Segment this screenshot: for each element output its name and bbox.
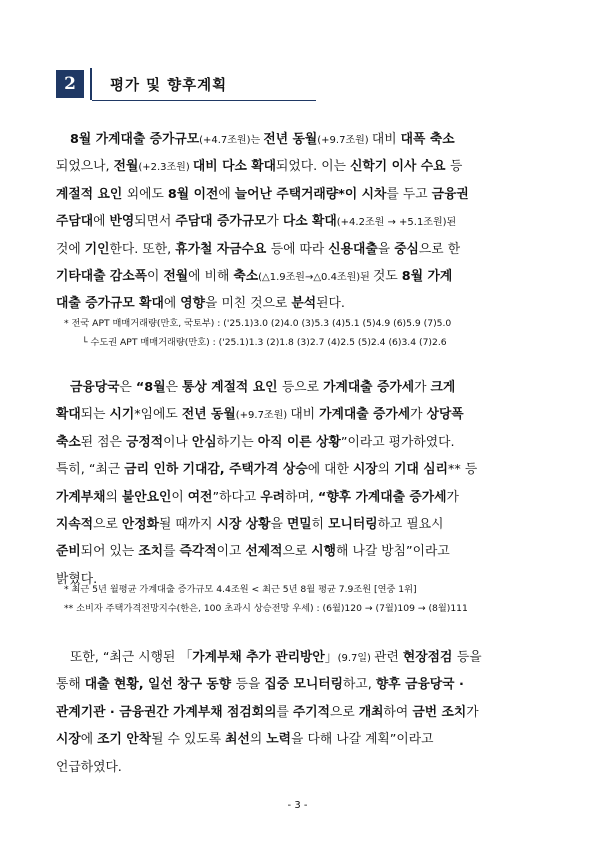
text-run: 으로	[93, 516, 122, 532]
text-run: 에	[80, 732, 98, 748]
text-run: 가계부채	[173, 704, 228, 720]
text-run: 되었으나,	[56, 159, 114, 175]
text-run: 금리	[124, 462, 154, 478]
text-run: 기인	[84, 241, 110, 257]
text-run: 통상	[182, 380, 212, 395]
text-run: 에	[218, 186, 235, 202]
text-run: “8월	[135, 380, 166, 395]
text-run: 금융당국 ·	[405, 677, 464, 693]
text-run: 의	[105, 489, 122, 505]
p1-line	[56, 236, 540, 263]
text-run: 8월	[167, 186, 194, 202]
text-run: 때까지	[175, 516, 217, 532]
text-run: 을	[377, 241, 395, 257]
text-run: 주기적	[292, 704, 331, 720]
text-run: 것에	[56, 241, 85, 257]
text-run: 를	[276, 704, 293, 720]
p2-line	[56, 401, 540, 428]
text-run: “향후	[317, 489, 356, 505]
page-number: - 3 -	[287, 800, 308, 811]
text-run: 외에도	[126, 186, 168, 202]
text-run: 확대	[56, 407, 81, 423]
text-run: 다해	[307, 732, 337, 748]
text-run: 관리방안	[275, 650, 325, 665]
text-run: 등에	[270, 241, 300, 257]
text-run: 를	[163, 544, 180, 560]
text-run: (+4.7조원)는	[199, 135, 264, 146]
text-run: 가계대출	[319, 407, 374, 423]
text-run: 다소	[222, 159, 252, 175]
text-run: 또한,	[70, 650, 103, 665]
text-run: ”하다고	[212, 489, 261, 505]
text-run: 집중	[264, 677, 294, 693]
text-run: 증가규모	[149, 132, 200, 147]
text-run: 시기	[109, 407, 135, 423]
text-run: 것으로	[250, 296, 292, 312]
text-run: 시행된	[138, 650, 180, 665]
text-run: 의	[377, 462, 395, 478]
text-run: 하여	[383, 704, 413, 720]
text-run: 에	[163, 296, 181, 312]
text-run: 한다.	[109, 241, 143, 257]
text-run: 수	[167, 732, 184, 748]
text-run: (+9.7조원)	[235, 410, 291, 422]
text-run: 대출	[56, 296, 86, 312]
footnote-1-line-1: * 전국 APT 매매거래량(만호, 국토부) : ('25.1)3.0 (2)4.0 (3)5.3 (4)5.1 (5)4.9 (6)5.9 (7)5.0	[64, 318, 452, 329]
text-run: 있는	[109, 544, 139, 560]
text-run: 안심	[191, 434, 217, 450]
text-run: 상승	[282, 462, 308, 478]
text-run: 안정화	[121, 516, 159, 532]
text-run: 모니터링	[328, 516, 378, 532]
text-run: 또한,	[142, 241, 176, 257]
text-run: 증가세	[377, 380, 415, 395]
text-run: (+4.2조원 → +5.1조원)된	[336, 217, 457, 229]
text-run: 하며,	[285, 489, 318, 505]
text-run: 계획”이라고	[365, 732, 434, 748]
p3-line	[56, 671, 540, 698]
text-run: 을	[205, 296, 222, 312]
text-run: 신용대출	[328, 241, 378, 257]
text-run: 밝혔다.	[56, 571, 98, 587]
text-run: 」	[324, 650, 338, 665]
text-run: 으로	[282, 544, 312, 560]
text-run: 조기	[97, 732, 127, 748]
footnote-1	[64, 314, 451, 352]
text-run: 가	[414, 380, 431, 395]
text-run: 동향	[206, 677, 236, 693]
text-run: 「	[179, 650, 193, 665]
text-run: 가계대출	[355, 489, 410, 505]
text-run: 이고	[216, 544, 246, 560]
text-run: 등으로	[281, 380, 324, 395]
text-run: 가	[266, 214, 283, 230]
text-run: 은	[165, 380, 183, 395]
text-run: 따라	[299, 241, 329, 257]
text-run: 상황	[245, 516, 271, 532]
text-run: 등	[449, 159, 463, 175]
footnote-1-line-2: └ 수도권 APT 매매거래량(만호) : ('25.1)1.3 (2)1.8 (3)2.7 (4)2.5 (5)2.4 (6)3.4 (7)2.6	[82, 337, 447, 348]
text-run: 조치	[138, 544, 164, 560]
text-run: 될	[151, 732, 168, 748]
text-run: 동월	[211, 407, 236, 423]
text-run: 축소	[56, 434, 81, 450]
text-run: 가계부채	[56, 489, 106, 505]
text-run: 상황	[316, 434, 341, 450]
text-run: 늘어난	[234, 186, 277, 202]
text-run: 시장	[352, 462, 378, 478]
text-run: 크게	[430, 380, 456, 395]
text-run: 나갈	[352, 544, 382, 560]
text-run: 이전	[193, 186, 219, 202]
text-run: 계절적	[211, 380, 253, 395]
text-run: 휴가철	[175, 241, 217, 257]
text-run: 가계부채	[192, 650, 247, 665]
text-run: 관련	[374, 650, 403, 665]
text-run: 대한	[324, 462, 353, 478]
text-run: 히	[311, 516, 329, 532]
text-run: 으로	[418, 241, 448, 257]
text-run: 되었다.	[276, 159, 322, 175]
text-run: 이	[147, 268, 164, 284]
text-run: 반영	[109, 214, 135, 230]
p2-line	[56, 456, 540, 483]
text-run: 시차	[361, 186, 387, 202]
text-run: 방침”이라고	[381, 544, 450, 560]
text-run: 증가세	[409, 489, 447, 505]
text-run: 감소폭	[109, 268, 147, 284]
text-run: 한	[447, 241, 461, 257]
p2-line	[56, 538, 540, 565]
text-run: 8월	[70, 132, 96, 147]
paragraph-3	[56, 644, 540, 781]
text-run: 전년	[263, 132, 293, 147]
text-run: 시장	[216, 516, 246, 532]
text-run: 에	[307, 462, 325, 478]
text-run: 가계	[427, 268, 453, 284]
text-run: 금번	[412, 704, 442, 720]
text-run: 주담대	[175, 214, 217, 230]
text-run: 증가규모	[216, 214, 267, 230]
p1-line	[56, 126, 540, 153]
text-run: 요인	[97, 186, 127, 202]
text-run: 전월	[113, 159, 139, 175]
text-run: 면밀	[286, 516, 312, 532]
text-run: 이른	[286, 434, 317, 450]
text-run: 지속적	[56, 516, 94, 532]
text-run: 영향	[180, 296, 205, 312]
paragraph-1	[56, 126, 540, 318]
text-run: 를	[386, 186, 403, 202]
text-run: 주택가격	[229, 462, 283, 478]
header-divider	[90, 68, 92, 100]
text-run: 일선	[148, 677, 178, 693]
text-run: 하기는	[216, 434, 258, 450]
text-run: (+2.3조원)	[138, 162, 193, 174]
text-run: 것도	[373, 268, 402, 284]
text-run: 안착	[126, 732, 152, 748]
text-run: 시장	[56, 732, 81, 748]
text-run: 이나	[163, 434, 192, 450]
text-run: 필요시	[406, 516, 444, 532]
p2-line	[56, 484, 540, 511]
text-run: *이	[338, 186, 362, 202]
p3-line	[56, 754, 540, 781]
text-run: 수요	[420, 159, 450, 175]
footnote-2	[64, 580, 468, 618]
section-header	[56, 68, 540, 104]
text-run: 계절적	[56, 186, 98, 202]
text-run: 가	[410, 407, 427, 423]
text-run: 확대	[139, 296, 164, 312]
text-run: 전월	[163, 268, 189, 284]
text-run: 확대	[251, 159, 277, 175]
text-run: 대출	[84, 677, 114, 693]
footnote-2-line-1: * 최근 5년 월평균 가계대출 증가규모 4.4조원 < 최근 5년 8월 평균 7.9조원 [연중 1위]	[64, 584, 417, 595]
text-run: 을	[291, 732, 308, 748]
text-run: 평가하였다.	[388, 434, 455, 450]
text-run: 가	[446, 489, 459, 505]
text-run: 준비	[56, 544, 81, 560]
text-run: 등을	[456, 650, 482, 665]
text-run: 현장점검	[402, 650, 457, 665]
text-run: 점은	[97, 434, 126, 450]
text-run: “최근	[88, 462, 125, 478]
p1-line	[56, 181, 540, 208]
text-run: 이는	[321, 159, 351, 175]
text-run: 될	[158, 516, 176, 532]
text-run: 조치	[441, 704, 467, 720]
text-run: 우려	[260, 489, 286, 505]
text-run: “최근	[102, 650, 139, 665]
text-run: 여전	[187, 489, 213, 505]
text-run: 현황,	[113, 677, 149, 693]
p2-line	[56, 374, 540, 401]
section-number: 2	[56, 70, 84, 98]
text-run: 된	[80, 434, 98, 450]
text-run: 추가	[246, 650, 276, 665]
text-run: 되는	[80, 407, 110, 423]
text-run: 등	[464, 462, 478, 478]
text-run: 기타대출	[56, 268, 110, 284]
text-run: 축소	[429, 132, 455, 147]
text-run: 해	[336, 544, 353, 560]
text-run: 두고	[402, 186, 432, 202]
text-run: 대비	[290, 407, 320, 423]
text-run: 대폭	[400, 132, 430, 147]
p2-line	[56, 511, 540, 538]
text-run: 자금수요	[216, 241, 271, 257]
text-run: 주택거래량	[276, 186, 339, 202]
text-run: 하고	[377, 516, 407, 532]
text-run: 심리	[423, 462, 449, 478]
text-run: 비해	[204, 268, 234, 284]
p2-line	[56, 429, 540, 456]
text-run: 이	[171, 489, 188, 505]
text-run: 모니터링	[293, 677, 344, 693]
footnote-2-line-2: ** 소비자 주택가격전망지수(한은, 100 초과시 상승전망 우세) : (6월)120 → (7월)109 → (8월)111	[64, 603, 468, 614]
text-run: 동월	[292, 132, 318, 147]
text-run: 개최	[358, 704, 384, 720]
text-run: **	[448, 462, 465, 478]
text-run: 가계대출	[323, 380, 377, 395]
p3-line	[56, 726, 540, 753]
text-run: 최선	[225, 732, 250, 748]
text-run: 금융권	[431, 186, 469, 202]
text-run: 언급하였다.	[56, 759, 122, 775]
text-run: (+9.7조원)	[317, 135, 372, 146]
text-run: 은	[119, 380, 136, 395]
text-run: 아직	[257, 434, 287, 450]
text-run: 확대	[312, 214, 337, 230]
text-run: 선제적	[245, 544, 283, 560]
text-run: 되어	[80, 544, 110, 560]
text-run: 나갈	[336, 732, 366, 748]
p1-line	[56, 208, 540, 235]
text-run: 상당폭	[426, 407, 464, 423]
text-run: 시행	[311, 544, 337, 560]
text-run: 있도록	[183, 732, 226, 748]
text-run: 에	[93, 214, 110, 230]
text-run: 가계대출	[95, 132, 150, 147]
text-run: 요인	[252, 380, 282, 395]
text-run: 미친	[221, 296, 251, 312]
text-run: 축소	[233, 268, 259, 284]
text-run: 노력	[266, 732, 292, 748]
text-run: 분석	[291, 296, 317, 312]
text-run: 향후	[375, 677, 406, 693]
text-run: 기대감,	[182, 462, 230, 478]
text-run: 신학기	[350, 159, 392, 175]
text-run: 에	[188, 268, 205, 284]
section-title: 평가 및 향후계획	[110, 78, 228, 94]
text-run: 관계기관 · 금융권간	[56, 704, 174, 720]
p3-line	[56, 699, 540, 726]
text-run: 되면서	[134, 214, 176, 230]
text-run: 으로	[330, 704, 359, 720]
text-run: 을	[270, 516, 287, 532]
text-run: 8월	[401, 268, 428, 284]
text-run: 가	[466, 704, 479, 720]
p1-line	[56, 153, 540, 180]
text-run: 창구	[177, 677, 207, 693]
p1-line	[56, 263, 540, 290]
text-run: 전년	[181, 407, 212, 423]
text-run: 긍정적	[125, 434, 164, 450]
text-run: 증가세	[373, 407, 411, 423]
text-run: 다소	[282, 214, 313, 230]
text-run: 된다.	[316, 296, 345, 312]
text-run: *임에도	[134, 407, 182, 423]
text-run: 대비	[371, 132, 401, 147]
text-run: 대비	[192, 159, 223, 175]
paragraph-2	[56, 374, 540, 593]
text-run: ”이라고	[340, 434, 389, 450]
text-run: 금융당국	[70, 380, 120, 395]
text-run: (△1.9조원→△0.4조원)된	[258, 271, 373, 283]
text-run: 기대	[394, 462, 424, 478]
text-run: 인하	[153, 462, 183, 478]
text-run: 즉각적	[179, 544, 217, 560]
text-run: 주담대	[56, 214, 94, 230]
text-run: 의	[249, 732, 267, 748]
text-run: (9.7일)	[337, 653, 375, 664]
text-run: 하고,	[343, 677, 376, 693]
text-run: 불안요인	[121, 489, 172, 505]
text-run: 이사	[391, 159, 421, 175]
p3-line	[56, 644, 540, 671]
text-run: 점검회의	[227, 704, 277, 720]
header-underline	[92, 100, 316, 101]
text-run: 특히,	[56, 462, 89, 478]
text-run: 통해	[56, 677, 85, 693]
text-run: 중심	[394, 241, 419, 257]
text-run: 증가규모	[85, 296, 140, 312]
text-run: 등을	[235, 677, 265, 693]
